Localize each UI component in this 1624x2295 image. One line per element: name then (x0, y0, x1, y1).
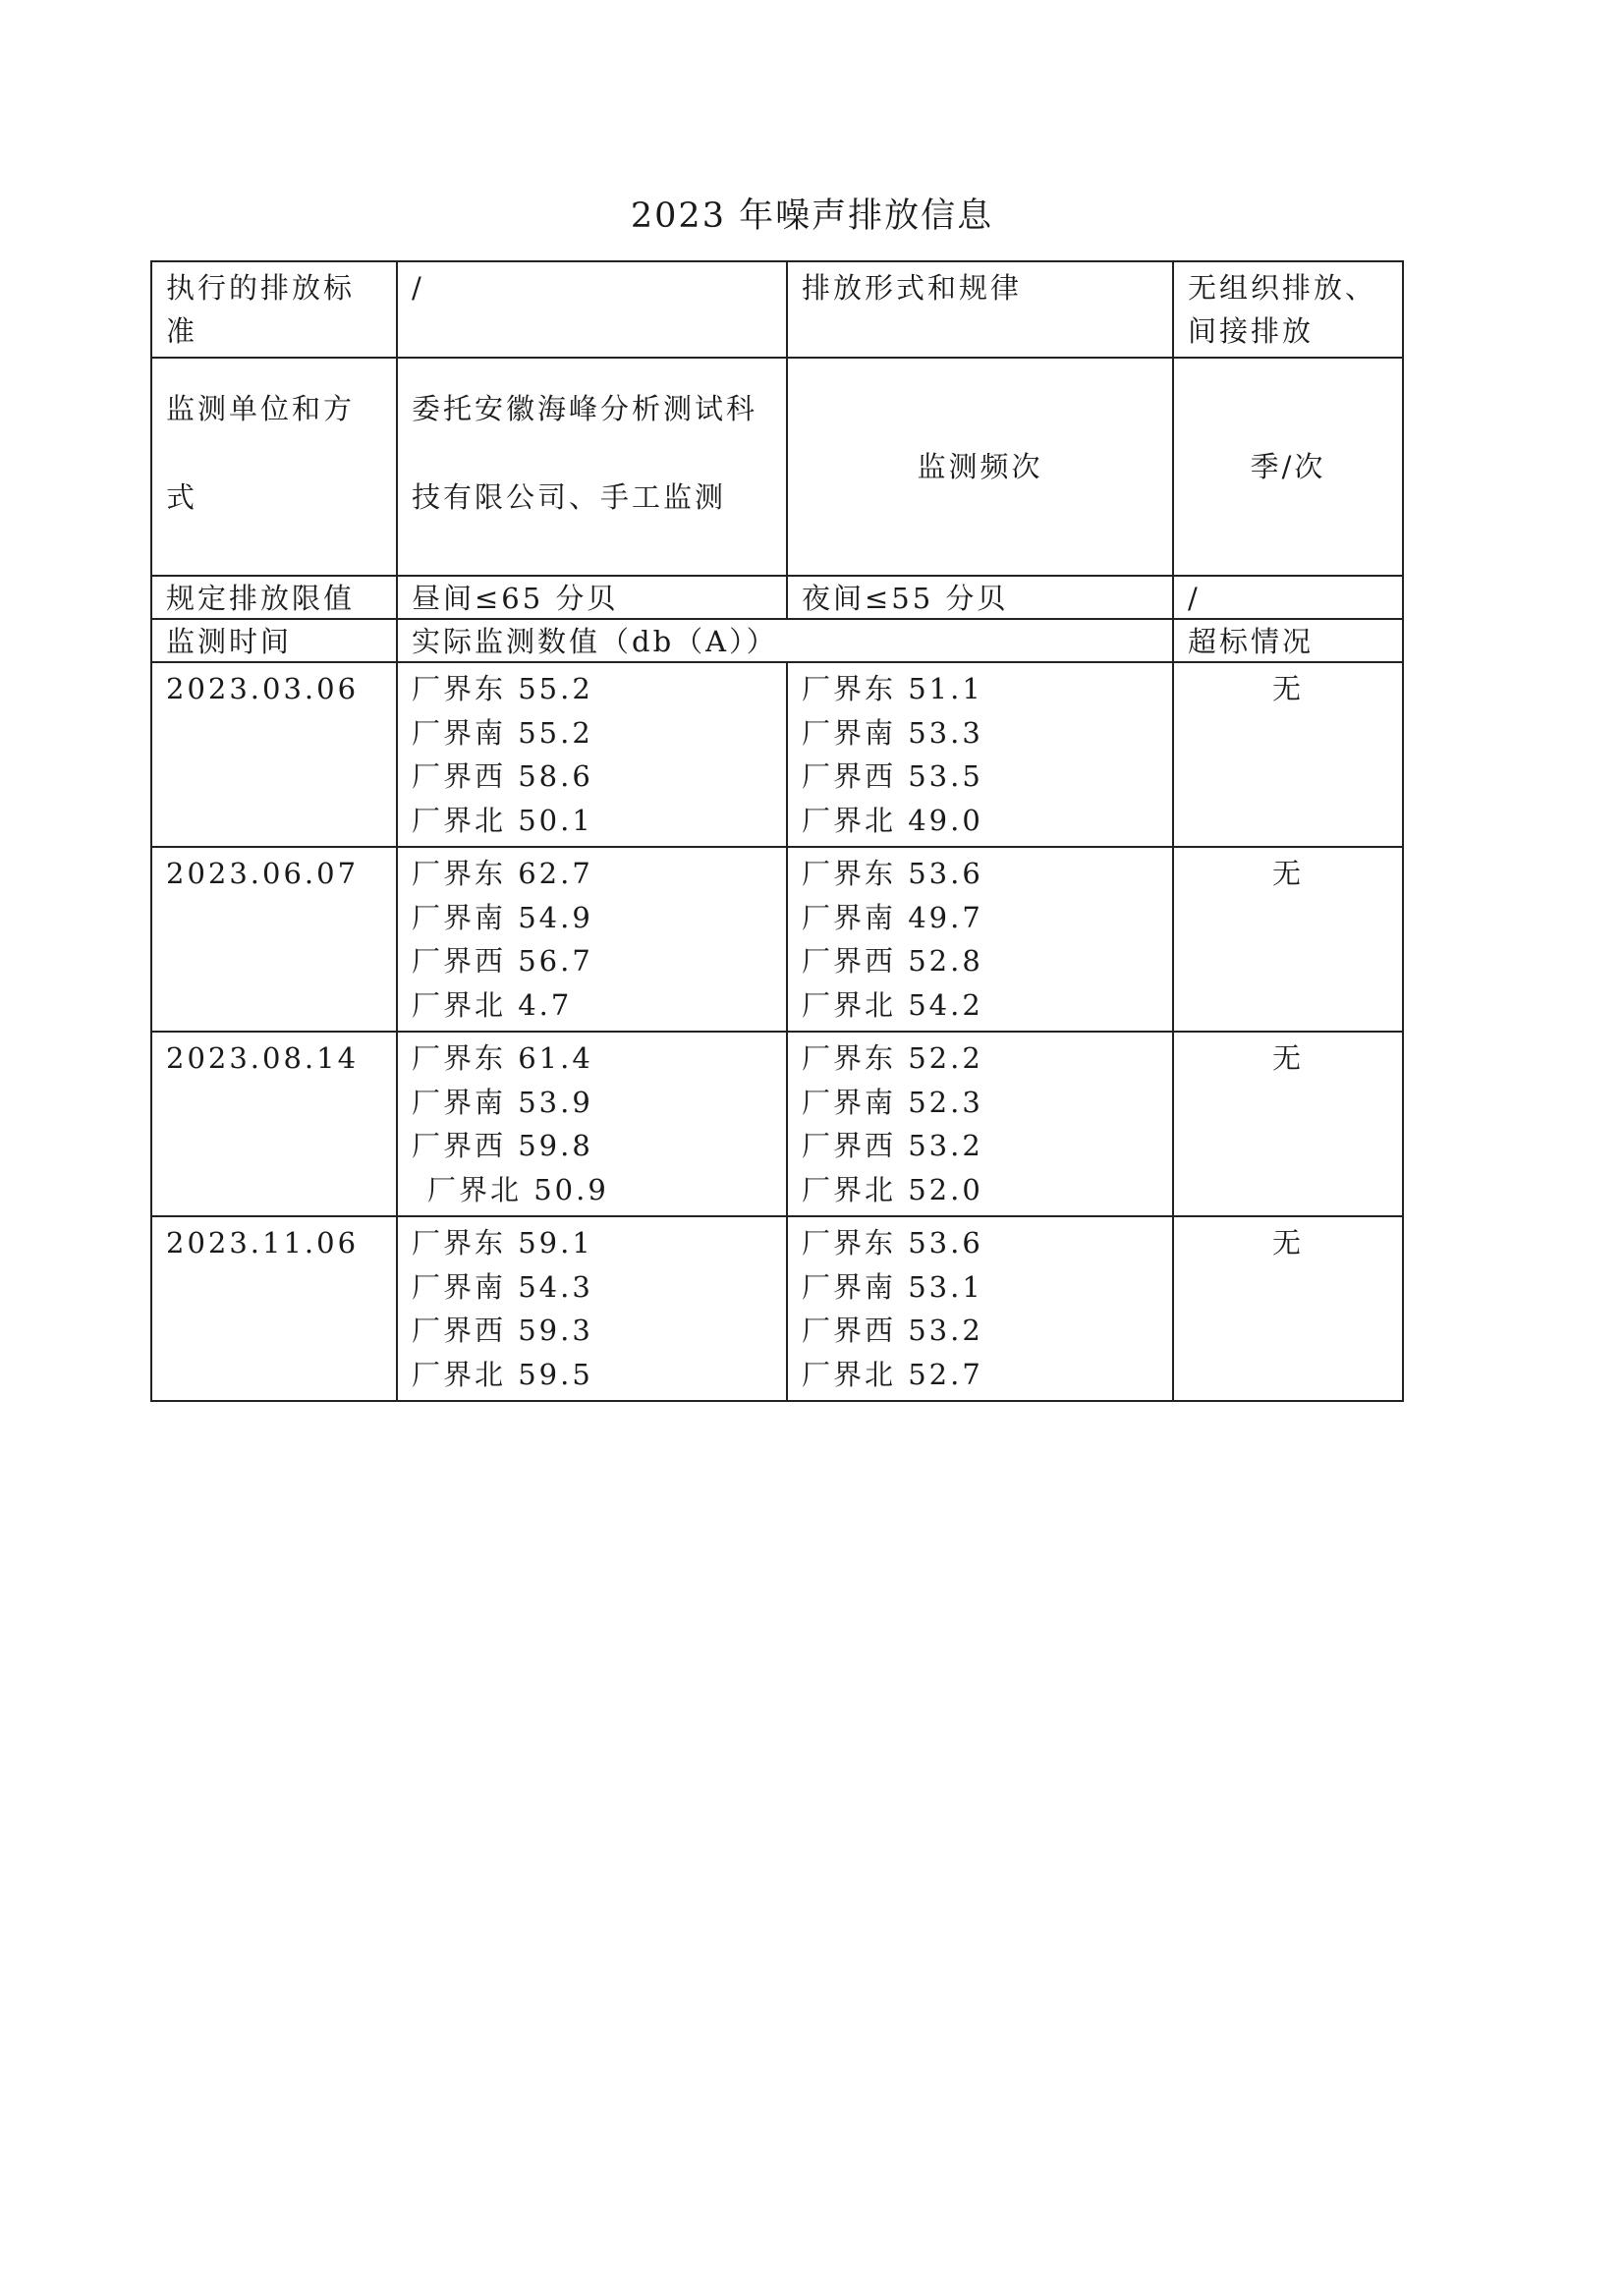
night-readings (787, 1216, 1173, 1401)
noise-emission-table (150, 260, 1404, 1402)
values-header: 实际监测数值（db（A）） (397, 619, 1173, 662)
reading: 厂界东 53.6 (802, 1226, 983, 1259)
exceed-status: 无 (1173, 1032, 1403, 1216)
reading: 厂界南 55.2 (412, 715, 593, 750)
reading: 厂界东 61.4 (412, 1041, 593, 1075)
reading: 厂界东 53.6 (802, 857, 983, 890)
reading: 厂界东 59.1 (412, 1226, 593, 1259)
day-readings (397, 1032, 787, 1216)
reading: 厂界西 53.2 (802, 1314, 983, 1347)
reading: 厂界西 56.7 (412, 944, 593, 978)
reading: 厂界南 49.7 (802, 900, 983, 934)
standard-value: / (397, 261, 787, 358)
reading: 厂界东 51.1 (802, 672, 983, 705)
reading: 厂界西 52.8 (802, 944, 983, 978)
record-date: 2023.08.14 (151, 1032, 397, 1216)
table-row (151, 1216, 1403, 1401)
limit-night: 夜间≤55 分贝 (787, 576, 1173, 619)
night-readings (787, 662, 1173, 847)
monitoring-unit-value: 委托安徽海峰分析测试科技有限公司、手工监测 (397, 358, 787, 576)
reading: 厂界北 52.0 (802, 1172, 983, 1206)
reading: 厂界北 50.1 (412, 803, 593, 837)
page-title: 2023 年噪声排放信息 (630, 196, 994, 236)
reading: 厂界东 52.2 (802, 1041, 983, 1075)
record-date: 2023.11.06 (151, 1216, 397, 1401)
reading: 厂界西 59.3 (412, 1314, 593, 1347)
time-header: 监测时间 (151, 619, 397, 662)
reading: 厂界北 49.0 (802, 803, 983, 837)
monitoring-frequency-value: 季/次 (1173, 358, 1403, 576)
reading: 厂界西 58.6 (412, 759, 593, 793)
reading: 厂界南 54.3 (412, 1269, 593, 1304)
limit-row (151, 576, 1403, 619)
reading: 厂界东 55.2 (412, 672, 593, 705)
day-readings (397, 662, 787, 847)
reading: 厂界南 53.3 (802, 715, 983, 750)
reading: 厂界南 54.9 (412, 900, 593, 934)
header-row (151, 619, 1403, 662)
limit-day: 昼间≤65 分贝 (397, 576, 787, 619)
reading: 厂界西 53.5 (802, 759, 983, 793)
exceed-status: 无 (1173, 1216, 1403, 1401)
exceed-status: 无 (1173, 847, 1403, 1032)
night-readings (787, 1032, 1173, 1216)
reading: 厂界南 53.1 (802, 1269, 983, 1304)
exceed-header: 超标情况 (1173, 619, 1403, 662)
monitoring-unit-label: 监测单位和方式 (151, 358, 397, 576)
table-row (151, 662, 1403, 847)
reading: 厂界北 4.7 (412, 987, 573, 1022)
emission-form-label: 排放形式和规律 (787, 261, 1173, 358)
monitoring-row (151, 358, 1403, 576)
reading: 厂界北 52.7 (802, 1357, 983, 1391)
standard-label: 执行的排放标准 (151, 261, 397, 358)
reading: 厂界西 53.2 (802, 1129, 983, 1162)
emission-form-value: 无组织排放、间接排放 (1173, 261, 1403, 358)
standard-row (151, 261, 1403, 358)
day-readings (397, 847, 787, 1032)
record-date: 2023.06.07 (151, 847, 397, 1032)
reading: 厂界北 59.5 (412, 1357, 593, 1391)
limit-label: 规定排放限值 (151, 576, 397, 619)
reading: 厂界南 53.9 (412, 1085, 593, 1119)
limit-other: / (1173, 576, 1403, 619)
reading: 厂界北 54.2 (802, 987, 983, 1022)
table-row (151, 1032, 1403, 1216)
reading: 厂界西 59.8 (412, 1129, 593, 1162)
reading: 厂界东 62.7 (412, 857, 593, 890)
monitoring-frequency-label: 监测频次 (787, 358, 1173, 576)
table-row (151, 847, 1403, 1032)
night-readings (787, 847, 1173, 1032)
record-date: 2023.03.06 (151, 662, 397, 847)
reading: 厂界南 52.3 (802, 1085, 983, 1119)
exceed-status: 无 (1173, 662, 1403, 847)
day-readings (397, 1216, 787, 1401)
reading: 厂界北 50.9 (427, 1172, 609, 1206)
